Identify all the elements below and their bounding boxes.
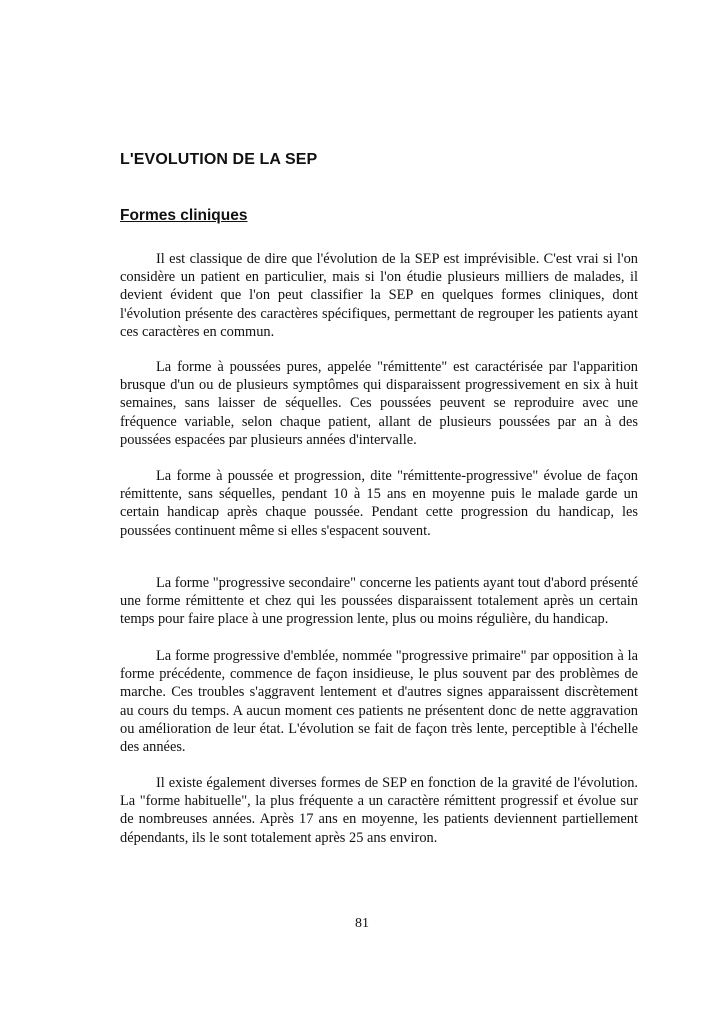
paragraph-progressive-secondaire: La forme "progressive secondaire" concerne les patients ayant tout d'abord présenté une forme rémittente et chez qui les poussées disparaissent totalement après un certain temps pour faire place à une progression lente, plus ou moins régulière, du handicap. (120, 575, 638, 628)
page-number: 81 (355, 916, 369, 931)
paragraph-remittente: La forme à poussées pures, appelée "rémittente" est caractérisée par l'apparition brusque d'un ou de plusieurs symptômes qui disparaissent progressivement en six à huit semaines, sans laisser de séquelles. Ces poussées peuvent se reproduire avec une fréquence variable, selon chaque patient, allant de plusieurs poussées par an à des poussées espacées par plusieurs années d'intervalle. (120, 359, 638, 448)
paragraph-gravite: Il existe également diverses formes de SEP en fonction de la gravité de l'évolution. La "forme habituelle", la plus fréquente a un caractère rémittent progressif et évolue sur de nombreuses années. Après 17 ans en moyenne, les patients deviennent partiellement dépendants, ils le sont totalement après 25 ans environ. (120, 775, 638, 846)
paragraph-progressive-primaire: La forme progressive d'emblée, nommée "progressive primaire" par opposition à la forme précédente, commence de façon insidieuse, le plus souvent par des problèmes de marche. Ces troubles s'aggravent lentement et d'autres signes apparaissent discrètement au cours du temps. A aucun moment ces patients ne présentent donc de nette aggravation ou amélioration de leur état. L'évolution se fait de façon très lente, perceptible à l'échelle des années. (120, 648, 638, 756)
paragraph-intro: Il est classique de dire que l'évolution de la SEP est imprévisible. C'est vrai si l'on considère un patient en particulier, mais si l'on étudie plusieurs milliers de malades, il devient évident que l'on peut classifier la SEP en quelques formes cliniques, dont l'évolution présente des caractères spécifiques, permettant de regrouper les patients ayant ces caractères en commun. (120, 251, 638, 340)
paragraph-remittente-progressive: La forme à poussée et progression, dite "rémittente-progressive" évolue de façon rémittente, sans séquelles, pendant 10 à 15 ans en moyenne puis le malade garde un certain handicap après chaque poussée. Pendant cette progression du handicap, les poussées continuent même si elles s'espacent souvent. (120, 468, 638, 539)
page-title: L'EVOLUTION DE LA SEP (120, 151, 318, 168)
section-title: Formes cliniques (120, 207, 248, 224)
